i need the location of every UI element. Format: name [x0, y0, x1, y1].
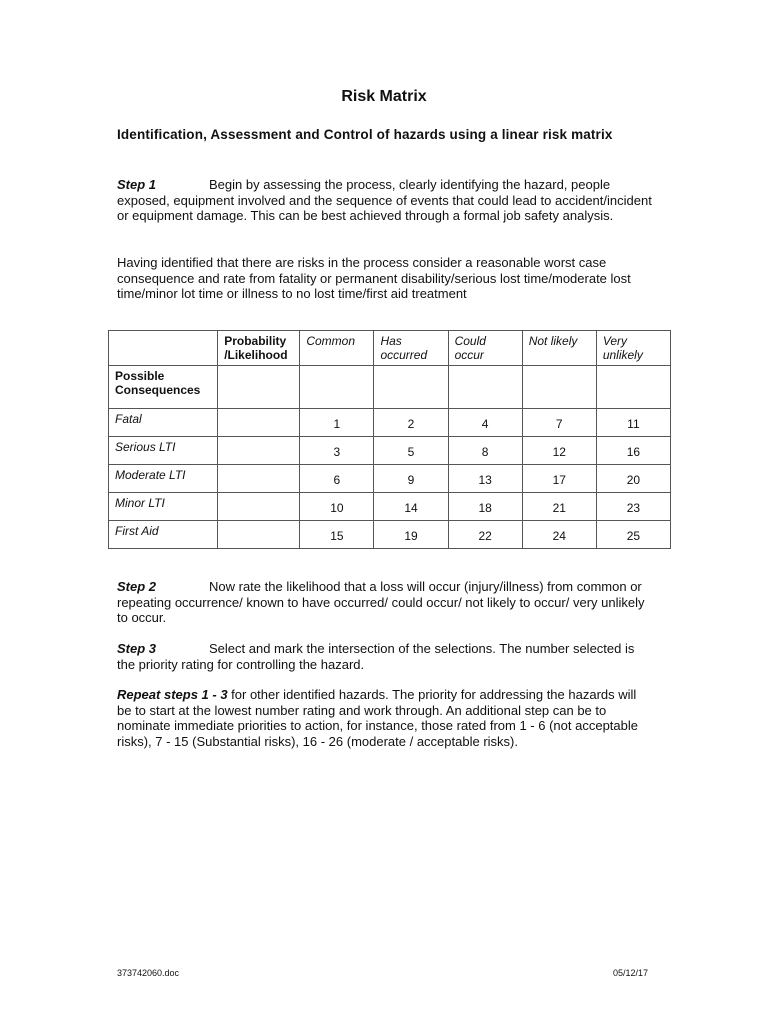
risk-rating-cell: 13 — [448, 465, 522, 493]
empty-cell — [448, 366, 522, 409]
step-1-text: Begin by assessing the process, clearly identifying the hazard, people exposed, equipment involved and the sequence of events that could lead to accident/incident or equipment damage. This can be best achieved through a formal job safety analysis. — [117, 177, 652, 223]
column-header: Very unlikely — [596, 331, 670, 366]
empty-cell — [218, 493, 300, 521]
step-2-label: Step 2 — [117, 579, 157, 594]
risk-rating-cell: 7 — [522, 409, 596, 437]
footer-date: 05/12/17 — [613, 968, 649, 978]
table-row — [109, 521, 671, 549]
repeat-steps-text: for other identified hazards. The priority for addressing the hazards will be to start at the lowest number rating and work through. An additional step can be to nominate immediate priorities to action, for instance, those rated from 1 - 6 (not acceptable risks), 7 - 15 (Substantial risks), 16 - 26 (moderate / acceptable risks). — [117, 687, 638, 749]
risk-matrix-table — [108, 330, 671, 549]
empty-cell — [218, 409, 300, 437]
repeat-steps-paragraph — [117, 687, 652, 749]
empty-cell — [218, 437, 300, 465]
risk-rating-cell: 24 — [522, 521, 596, 549]
risk-rating-cell: 9 — [374, 465, 448, 493]
risk-rating-cell: 6 — [300, 465, 374, 493]
risk-rating-cell: 12 — [522, 437, 596, 465]
consequence-label: Minor LTI — [109, 493, 218, 521]
risk-rating-cell: 1 — [300, 409, 374, 437]
risk-rating-cell: 21 — [522, 493, 596, 521]
document-subtitle: Identification, Assessment and Control of hazards using a linear risk matrix — [117, 127, 613, 142]
risk-rating-cell: 14 — [374, 493, 448, 521]
empty-cell — [596, 366, 670, 409]
risk-rating-cell: 23 — [596, 493, 670, 521]
step-1-label: Step 1 — [117, 177, 157, 192]
risk-rating-cell: 18 — [448, 493, 522, 521]
table-row — [109, 409, 671, 437]
step-3-paragraph — [117, 641, 652, 672]
intro-paragraph: Having identified that there are risks in the process consider a reasonable worst case consequence and rate from fatality or permanent disability/serious lost time/moderate lost time/minor lot time or illness to no lost time/first aid treatment — [117, 255, 631, 301]
repeat-steps-label: Repeat steps 1 - 3 — [117, 687, 228, 702]
matrix-corner-empty — [109, 331, 218, 366]
step-3-text: Select and mark the intersection of the selections. The number selected is the priority rating for controlling the hazard. — [117, 641, 635, 672]
risk-rating-cell: 22 — [448, 521, 522, 549]
empty-cell — [218, 465, 300, 493]
step-2-paragraph — [117, 579, 652, 626]
consequences-header: Possible Consequences — [109, 366, 218, 409]
risk-rating-cell: 2 — [374, 409, 448, 437]
risk-rating-cell: 10 — [300, 493, 374, 521]
consequence-label: Moderate LTI — [109, 465, 218, 493]
column-header: Not likely — [522, 331, 596, 366]
step-1-paragraph — [117, 177, 652, 224]
likelihood-header: Probability /Likelihood — [218, 331, 300, 366]
matrix-header-row — [109, 331, 671, 366]
risk-rating-cell: 4 — [448, 409, 522, 437]
consequence-header-row — [109, 366, 671, 409]
risk-rating-cell: 17 — [522, 465, 596, 493]
empty-cell — [300, 366, 374, 409]
consequence-label: Serious LTI — [109, 437, 218, 465]
empty-cell — [218, 521, 300, 549]
risk-rating-cell: 19 — [374, 521, 448, 549]
risk-rating-cell: 5 — [374, 437, 448, 465]
step-2-text: Now rate the likelihood that a loss will occur (injury/illness) from common or repeating occurrence/ known to have occurred/ could occur/ not likely to occur/ very unlikely to occur. — [117, 579, 645, 625]
column-header: Common — [300, 331, 374, 366]
page-title: Risk Matrix — [341, 88, 427, 105]
risk-rating-cell: 11 — [596, 409, 670, 437]
table-row — [109, 493, 671, 521]
risk-rating-cell: 16 — [596, 437, 670, 465]
empty-cell — [374, 366, 448, 409]
footer-filename: 373742060.doc — [117, 968, 180, 978]
consequence-label: Fatal — [109, 409, 218, 437]
step-3-label: Step 3 — [117, 641, 157, 656]
column-header: Has occurred — [374, 331, 448, 366]
risk-rating-cell: 3 — [300, 437, 374, 465]
risk-rating-cell: 20 — [596, 465, 670, 493]
consequence-label: First Aid — [109, 521, 218, 549]
column-header: Could occur — [448, 331, 522, 366]
table-row — [109, 465, 671, 493]
table-row — [109, 437, 671, 465]
risk-rating-cell: 15 — [300, 521, 374, 549]
risk-rating-cell: 25 — [596, 521, 670, 549]
risk-rating-cell: 8 — [448, 437, 522, 465]
empty-cell — [218, 366, 300, 409]
empty-cell — [522, 366, 596, 409]
